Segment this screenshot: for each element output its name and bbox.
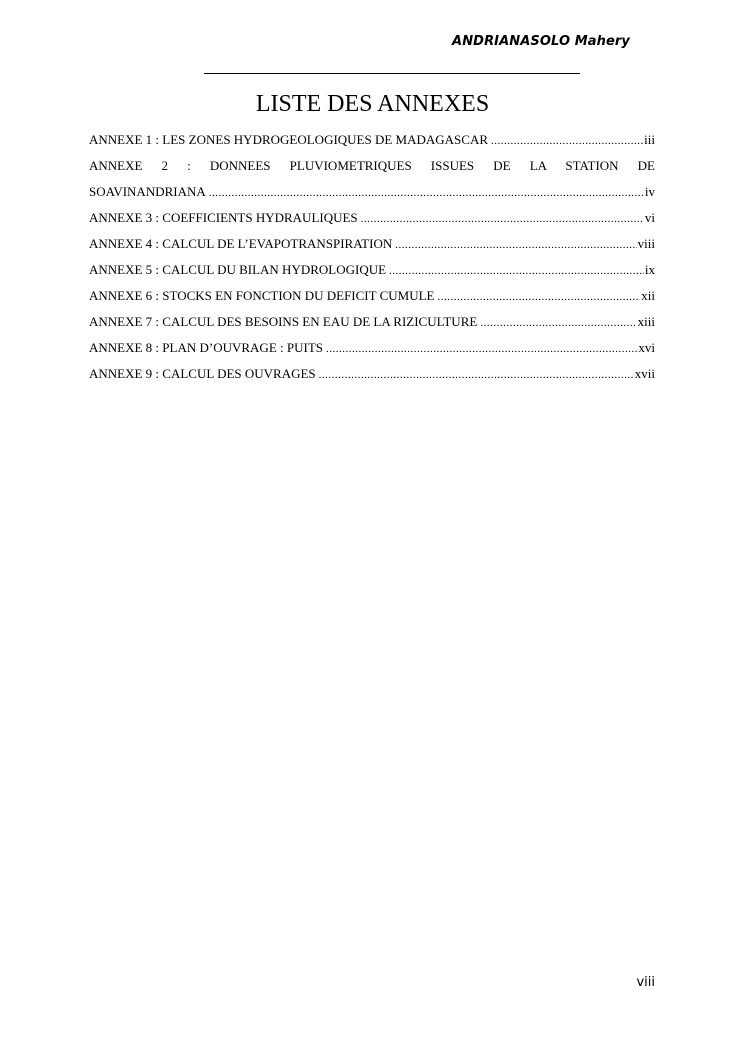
toc-leader-dots xyxy=(326,336,637,361)
toc-entry-page: vi xyxy=(644,210,655,225)
toc-entry-annexe-7[interactable] xyxy=(89,309,655,335)
toc-entry-page: xiii xyxy=(637,314,655,329)
toc-leader-dots xyxy=(389,258,644,283)
toc-entry-annexe-9[interactable] xyxy=(89,361,655,387)
toc-leader-dots xyxy=(209,180,644,205)
toc-leader-dots xyxy=(437,284,640,309)
table-of-contents xyxy=(89,127,655,387)
toc-entry-annexe-3[interactable] xyxy=(89,205,655,231)
toc-entry-title: ANNEXE 7 : CALCUL DES BESOINS EN EAU DE LA RIZICULTURE xyxy=(89,314,478,329)
toc-entry-title: ANNEXE 9 : CALCUL DES OUVRAGES xyxy=(89,366,316,381)
page-number: viii xyxy=(636,975,655,990)
toc-entry-page: xvii xyxy=(634,366,655,381)
toc-leader-dots xyxy=(319,362,634,387)
toc-entry-annexe-5[interactable] xyxy=(89,257,655,283)
toc-entry-annexe-8[interactable] xyxy=(89,335,655,361)
toc-entry-annexe-4[interactable] xyxy=(89,231,655,257)
toc-entry-title: ANNEXE 8 : PLAN D’OUVRAGE : PUITS xyxy=(89,340,323,355)
toc-entry-annexe-6[interactable] xyxy=(89,283,655,309)
toc-leader-dots xyxy=(395,232,636,257)
toc-leader-dots xyxy=(491,128,643,153)
toc-entry-page: xii xyxy=(641,288,655,303)
toc-leader-dots xyxy=(361,206,644,231)
toc-entry-page: iv xyxy=(644,184,655,199)
toc-entry-annexe-2-line1[interactable]: ANNEXE 2 : DONNEES PLUVIOMETRIQUES ISSUES DE LA STATION DE xyxy=(89,158,655,173)
toc-entry-title: ANNEXE 3 : COEFFICIENTS HYDRAULIQUES xyxy=(89,210,358,225)
toc-entry-page: ix xyxy=(644,262,655,277)
toc-entry-title: ANNEXE 4 : CALCUL DE L’EVAPOTRANSPIRATION xyxy=(89,236,393,251)
toc-entry-annexe-1[interactable] xyxy=(89,127,655,153)
toc-entry-page: iii xyxy=(644,132,655,147)
page-title: LISTE DES ANNEXES xyxy=(255,91,490,117)
toc-entry-title: SOAVINANDRIANA xyxy=(89,184,206,199)
toc-entry-title: ANNEXE 1 : LES ZONES HYDROGEOLOGIQUES DE MADAGASCAR xyxy=(89,132,489,147)
toc-entry-title: ANNEXE 5 : CALCUL DU BILAN HYDROLOGIQUE xyxy=(89,262,387,277)
toc-entry-annexe-2[interactable] xyxy=(89,179,655,205)
header-rule xyxy=(204,73,580,74)
header-author: ANDRIANASOLO Mahery xyxy=(452,34,630,49)
toc-leader-dots xyxy=(480,310,636,335)
toc-entry-page: xvi xyxy=(638,340,655,355)
toc-entry-title: ANNEXE 6 : STOCKS EN FONCTION DU DEFICIT CUMULE xyxy=(89,288,435,303)
toc-entry-page: viii xyxy=(637,236,655,251)
